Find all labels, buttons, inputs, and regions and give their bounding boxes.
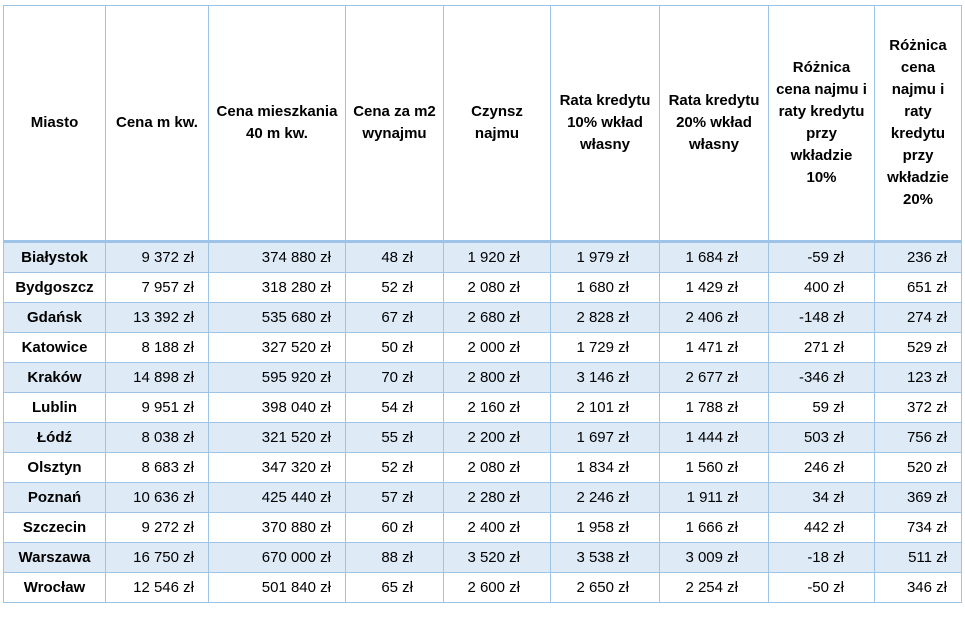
price-per-sqm-cell: 14 898 zł [106,363,209,393]
difference-10-cell: 246 zł [769,453,875,483]
rent-per-sqm-cell: 65 zł [346,573,444,603]
apartment-price-cell: 501 840 zł [209,573,346,603]
price-per-sqm-cell: 8 188 zł [106,333,209,363]
difference-20-cell: 511 zł [875,543,962,573]
table-row [4,573,962,603]
difference-20-cell: 372 zł [875,393,962,423]
price-per-sqm-cell: 12 546 zł [106,573,209,603]
rent-per-sqm-cell: 54 zł [346,393,444,423]
rent-cell: 2 680 zł [444,303,551,333]
city-cell: Lublin [4,393,106,423]
city-cell: Kraków [4,363,106,393]
header-cell: Cena mieszkania 40 m kw. [209,6,346,242]
difference-20-cell: 529 zł [875,333,962,363]
price-per-sqm-cell: 8 683 zł [106,453,209,483]
loan-installment-20-cell: 1 684 zł [660,242,769,273]
price-per-sqm-cell: 9 272 zł [106,513,209,543]
city-cell: Katowice [4,333,106,363]
apartment-price-cell: 370 880 zł [209,513,346,543]
apartment-price-cell: 374 880 zł [209,242,346,273]
table-row [4,273,962,303]
header-cell: Cena m kw. [106,6,209,242]
table-row [4,393,962,423]
header-cell: Różnica cena najmu i raty kredytu przy wkładzie 10% [769,6,875,242]
difference-10-cell: 442 zł [769,513,875,543]
apartment-price-cell: 321 520 zł [209,423,346,453]
rent-per-sqm-cell: 88 zł [346,543,444,573]
table-body [4,242,962,603]
loan-installment-20-cell: 2 406 zł [660,303,769,333]
difference-20-cell: 274 zł [875,303,962,333]
loan-installment-10-cell: 3 146 zł [551,363,660,393]
difference-10-cell: 271 zł [769,333,875,363]
loan-installment-10-cell: 1 958 zł [551,513,660,543]
city-cell: Wrocław [4,573,106,603]
city-cell: Olsztyn [4,453,106,483]
table-row [4,483,962,513]
loan-installment-10-cell: 2 828 zł [551,303,660,333]
apartment-price-cell: 398 040 zł [209,393,346,423]
loan-installment-20-cell: 1 560 zł [660,453,769,483]
loan-installment-10-cell: 1 697 zł [551,423,660,453]
table-row [4,543,962,573]
city-cell: Szczecin [4,513,106,543]
rent-cell: 3 520 zł [444,543,551,573]
difference-20-cell: 369 zł [875,483,962,513]
apartment-price-cell: 425 440 zł [209,483,346,513]
table-row [4,333,962,363]
rent-per-sqm-cell: 52 zł [346,453,444,483]
price-per-sqm-cell: 16 750 zł [106,543,209,573]
loan-installment-20-cell: 1 444 zł [660,423,769,453]
loan-installment-20-cell: 1 666 zł [660,513,769,543]
loan-installment-10-cell: 2 246 zł [551,483,660,513]
rent-cell: 2 600 zł [444,573,551,603]
rent-cell: 1 920 zł [444,242,551,273]
rent-per-sqm-cell: 50 zł [346,333,444,363]
header-cell: Cena za m2 wynajmu [346,6,444,242]
rent-cell: 2 000 zł [444,333,551,363]
loan-installment-10-cell: 2 101 zł [551,393,660,423]
difference-20-cell: 734 zł [875,513,962,543]
loan-installment-20-cell: 2 677 zł [660,363,769,393]
loan-installment-10-cell: 3 538 zł [551,543,660,573]
price-per-sqm-cell: 9 951 zł [106,393,209,423]
rent-cell: 2 080 zł [444,273,551,303]
rent-per-sqm-cell: 67 zł [346,303,444,333]
rent-cell: 2 400 zł [444,513,551,543]
difference-10-cell: 400 zł [769,273,875,303]
price-per-sqm-cell: 9 372 zł [106,242,209,273]
header-cell: Miasto [4,6,106,242]
difference-20-cell: 651 zł [875,273,962,303]
difference-10-cell: -346 zł [769,363,875,393]
loan-installment-20-cell: 1 471 zł [660,333,769,363]
city-cell: Łódź [4,423,106,453]
header-cell: Rata kredytu 10% wkład własny [551,6,660,242]
price-per-sqm-cell: 10 636 zł [106,483,209,513]
table-row [4,242,962,273]
city-cell: Białystok [4,242,106,273]
rent-per-sqm-cell: 52 zł [346,273,444,303]
loan-installment-20-cell: 2 254 zł [660,573,769,603]
price-per-sqm-cell: 7 957 zł [106,273,209,303]
rent-cell: 2 160 zł [444,393,551,423]
loan-installment-10-cell: 2 650 zł [551,573,660,603]
loan-installment-10-cell: 1 979 zł [551,242,660,273]
difference-10-cell: 34 zł [769,483,875,513]
table-row [4,423,962,453]
rent-per-sqm-cell: 60 zł [346,513,444,543]
table-row [4,363,962,393]
rent-cell: 2 800 zł [444,363,551,393]
difference-10-cell: -59 zł [769,242,875,273]
difference-10-cell: 503 zł [769,423,875,453]
rent-per-sqm-cell: 55 zł [346,423,444,453]
rent-per-sqm-cell: 70 zł [346,363,444,393]
apartment-price-cell: 318 280 zł [209,273,346,303]
difference-10-cell: -18 zł [769,543,875,573]
difference-20-cell: 520 zł [875,453,962,483]
header-cell: Czynsz najmu [444,6,551,242]
difference-10-cell: -148 zł [769,303,875,333]
loan-installment-20-cell: 3 009 zł [660,543,769,573]
loan-installment-20-cell: 1 911 zł [660,483,769,513]
rent-cell: 2 280 zł [444,483,551,513]
difference-10-cell: -50 zł [769,573,875,603]
city-cell: Warszawa [4,543,106,573]
rent-cell: 2 200 zł [444,423,551,453]
difference-20-cell: 123 zł [875,363,962,393]
header-cell: Rata kredytu 20% wkład własny [660,6,769,242]
table-row [4,513,962,543]
apartment-price-cell: 595 920 zł [209,363,346,393]
price-per-sqm-cell: 13 392 zł [106,303,209,333]
loan-installment-20-cell: 1 429 zł [660,273,769,303]
city-cell: Gdańsk [4,303,106,333]
difference-10-cell: 59 zł [769,393,875,423]
city-cell: Bydgoszcz [4,273,106,303]
loan-installment-10-cell: 1 680 zł [551,273,660,303]
header-row [4,6,962,242]
difference-20-cell: 236 zł [875,242,962,273]
apartment-price-cell: 535 680 zł [209,303,346,333]
difference-20-cell: 756 zł [875,423,962,453]
apartment-price-cell: 670 000 zł [209,543,346,573]
apartment-price-table [3,5,962,603]
loan-installment-20-cell: 1 788 zł [660,393,769,423]
apartment-price-cell: 327 520 zł [209,333,346,363]
rent-per-sqm-cell: 57 zł [346,483,444,513]
header-cell: Różnica cena najmu i raty kredytu przy wkładzie 20% [875,6,962,242]
loan-installment-10-cell: 1 729 zł [551,333,660,363]
apartment-price-cell: 347 320 zł [209,453,346,483]
difference-20-cell: 346 zł [875,573,962,603]
rent-per-sqm-cell: 48 zł [346,242,444,273]
city-cell: Poznań [4,483,106,513]
table-row [4,303,962,333]
price-per-sqm-cell: 8 038 zł [106,423,209,453]
loan-installment-10-cell: 1 834 zł [551,453,660,483]
table-row [4,453,962,483]
rent-cell: 2 080 zł [444,453,551,483]
